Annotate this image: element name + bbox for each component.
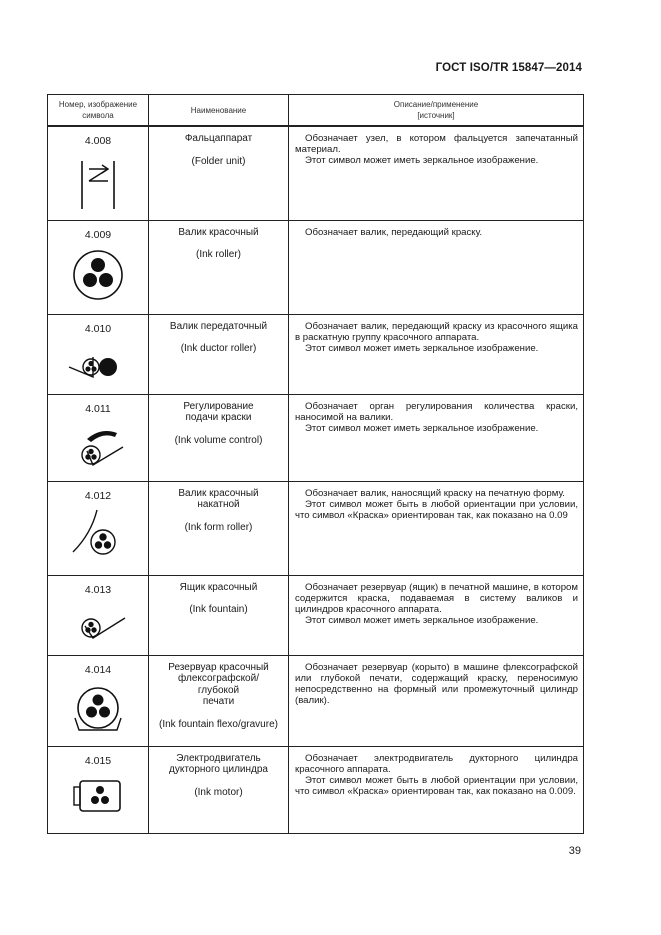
symbol-number: 4.014: [84, 663, 112, 676]
table-row: [48, 314, 584, 394]
description-line: Этот символ может иметь зеркальное изображение.: [305, 342, 539, 354]
header-desc-line2: [источник]: [417, 111, 455, 120]
symbol-number: 4.008: [84, 135, 112, 147]
symbol-number: 4.013: [84, 583, 112, 596]
symbol-cell: [48, 126, 149, 220]
name-ru: Валик передаточный: [169, 320, 268, 332]
symbol-cell: [48, 655, 149, 746]
symbol-cell: [48, 481, 149, 575]
ink-fountain-icon: [63, 600, 133, 644]
symbol-cell: [48, 746, 149, 833]
header-number-line2: символа: [82, 111, 114, 120]
name-en: (Ink fountain): [189, 604, 248, 615]
symbol-cell: [48, 394, 149, 481]
ink-motor-icon: [58, 771, 138, 821]
symbols-table: [47, 94, 584, 834]
name-en: (Ink form roller): [184, 521, 253, 533]
header-number-line1: Номер, изображение: [58, 100, 138, 109]
ink-volume-control-icon: [63, 417, 133, 469]
name-cell: [149, 220, 289, 314]
name-cell: [149, 126, 289, 220]
description-line: Обозначает валик, передающий краску.: [305, 226, 483, 238]
table-row: [48, 746, 584, 833]
name-cell: [149, 655, 289, 746]
symbol-number: 4.015: [84, 754, 112, 767]
table-row: [48, 655, 584, 746]
name-cell: [149, 746, 289, 833]
description-cell: [289, 746, 584, 833]
name-ru: глубокой: [197, 684, 240, 696]
name-ru: накатной: [197, 499, 240, 510]
table-row: [48, 220, 584, 314]
table-row: [48, 481, 584, 575]
description-line: Этот символ может быть в любой ориентации при условии, что символ «Краска» ориентирован так, как показано на 0.009.: [295, 774, 578, 798]
name-en: (Ink ductor roller): [180, 343, 257, 354]
description-line: Обозначает орган регулирования количества краски, наносимой на валики.: [295, 400, 578, 423]
table-header-row: [48, 95, 584, 127]
ink-fountain-flexo-icon: [63, 678, 133, 738]
description-line: Этот символ может иметь зеркальное изображение.: [305, 615, 539, 627]
description-line: Обозначает валик, наносящий краску на печатную форму.: [305, 487, 565, 499]
ink-roller-icon: [68, 245, 128, 305]
description-cell: [289, 220, 584, 314]
symbol-cell: [48, 575, 149, 655]
table-row: [48, 126, 584, 220]
symbol-number: 4.010: [84, 322, 112, 335]
name-ru: печати: [202, 696, 235, 707]
header-desc-line1: Описание/применение: [393, 100, 479, 109]
table-row: [48, 394, 584, 481]
name-ru: Фальцаппарат: [184, 133, 253, 144]
name-cell: [149, 575, 289, 655]
symbol-number: 4.011: [85, 402, 111, 415]
name-en: (Folder unit): [191, 155, 246, 167]
description-line: Обозначает электродвигатель дукторного цилиндра красочного аппарата.: [295, 752, 578, 775]
name-cell: [149, 314, 289, 394]
description-line: Обозначает резервуар (ящик) в печатной машине, в котором содержится краска, подаваемая в систему валиков и цилиндров красочного аппарата.: [295, 581, 578, 615]
name-ru: Ящик красочный: [179, 581, 258, 593]
name-ru: Электродвигатель: [176, 752, 261, 764]
name-cell: [149, 394, 289, 481]
description-line: Этот символ может быть в любой ориентации при условии, что символ «Краска» ориентирован так, как показано на 0.09: [295, 498, 578, 521]
description-line: Обозначает узел, в котором фальцуется запечатанный материал.: [295, 133, 578, 156]
description-line: Этот символ может иметь зеркальное изображение.: [305, 422, 539, 434]
name-ru: подачи краски: [185, 412, 252, 423]
name-ru: Резервуар красочный: [168, 661, 269, 673]
name-ru: дукторного цилиндра: [169, 764, 268, 775]
header-number: [48, 95, 149, 127]
description-cell: [289, 655, 584, 746]
ink-ductor-roller-icon: [63, 339, 133, 383]
symbol-cell: [48, 314, 149, 394]
name-en: (Ink fountain flexo/gravure): [159, 718, 278, 730]
name-en: (Ink roller): [195, 249, 241, 260]
table-row: [48, 575, 584, 655]
description-line: Этот символ может иметь зеркальное изображение.: [305, 155, 539, 167]
symbol-number: 4.009: [84, 228, 112, 241]
name-en: (Ink motor): [194, 786, 243, 798]
description-line: Обозначает валик, передающий краску из красочного ящика в раскатную группу красочного аппарата.: [295, 320, 578, 343]
name-ru: флексографской/: [178, 673, 259, 684]
description-cell: [289, 481, 584, 575]
page-number: 39: [568, 845, 581, 857]
symbol-cell: [48, 220, 149, 314]
name-ru: Валик красочный: [178, 226, 259, 238]
name-ru: Валик красочный: [178, 487, 259, 499]
name-en: (Ink volume control): [174, 434, 263, 446]
ink-form-roller-icon: [63, 504, 133, 566]
description-cell: [289, 575, 584, 655]
header-name: Наименование: [149, 95, 289, 127]
header-description: [289, 95, 584, 127]
description-cell: [289, 126, 584, 220]
name-cell: [149, 481, 289, 575]
symbol-number: 4.012: [84, 489, 112, 502]
document-title: ГОСТ ISO/TR 15847—2014: [435, 62, 582, 74]
folder-unit-icon: [68, 151, 128, 211]
description-line: Обозначает резервуар (корыто) в машине флексографской или глубокой печати, содержащий краску, переносимую непосредственно на формный или промежуточный цилиндр (валик).: [295, 661, 578, 707]
name-ru: Регулирование: [183, 400, 254, 412]
description-cell: [289, 394, 584, 481]
description-cell: [289, 314, 584, 394]
